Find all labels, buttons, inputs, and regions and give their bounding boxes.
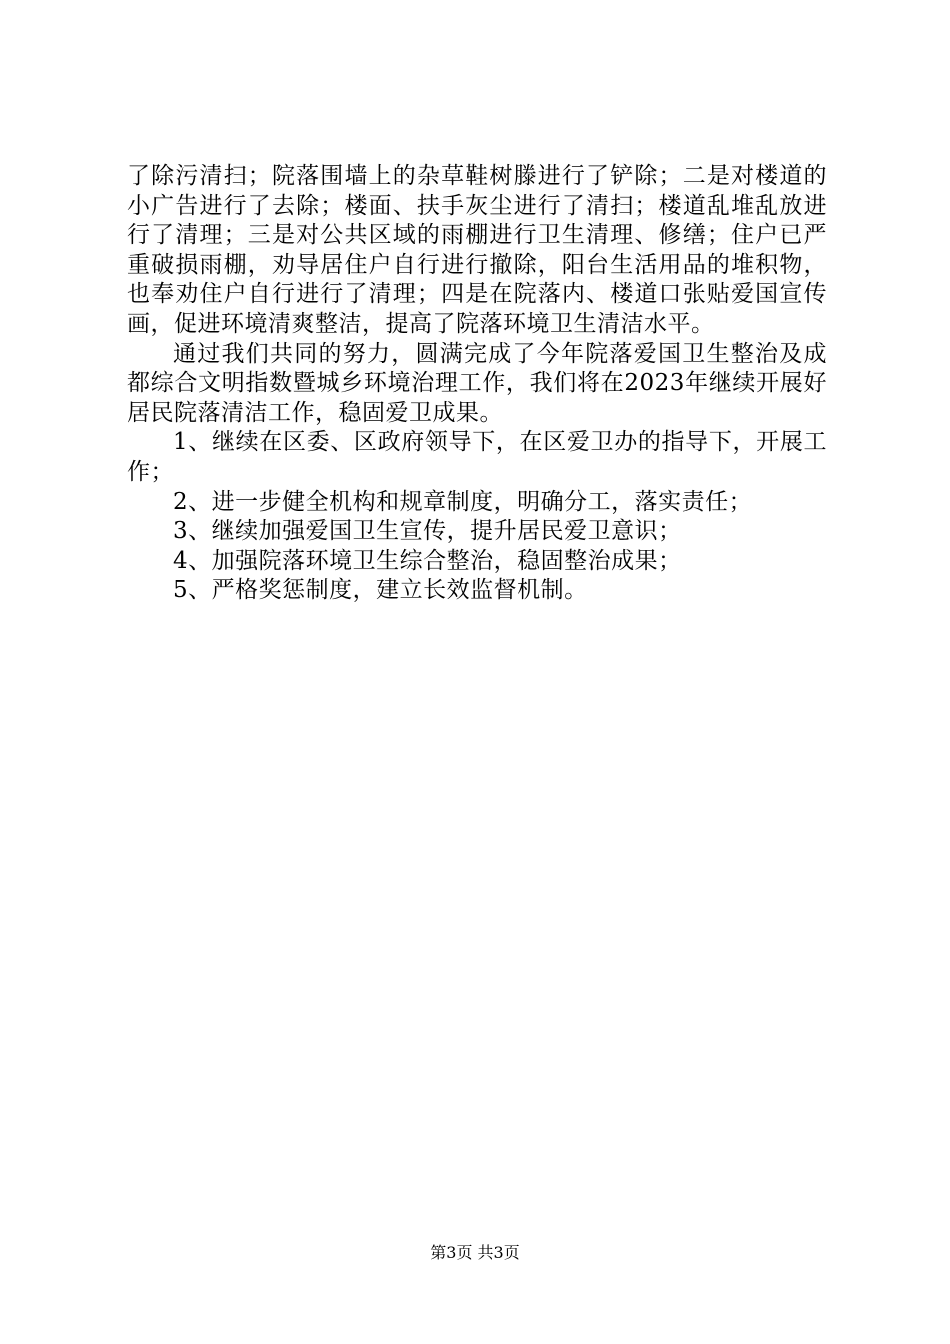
document-body xyxy=(127,162,827,606)
list-item-3: 3、继续加强爱国卫生宣传，提升居民爱卫意识； xyxy=(173,518,682,545)
list-item-5: 5、严格奖惩制度，建立长效监督机制。 xyxy=(173,577,588,604)
page-number: 第3页 共3页 xyxy=(430,1243,520,1262)
list-item-1: 1、继续在区委、区政府领导下，在区爱卫办的指导下，开展工作； xyxy=(127,429,827,485)
list-item-2: 2、进一步健全机构和规章制度，明确分工，落实责任； xyxy=(173,488,753,515)
page-footer xyxy=(0,1243,950,1263)
paragraph-summary: 通过我们共同的努力，圆满完成了今年院落爱国卫生整治及成都综合文明指数暨城乡环境治理工作，我们将在2023年继续开展好居民院落清洁工作，稳固爱卫成果。 xyxy=(127,340,827,426)
list-item-4: 4、加强院落环境卫生综合整治，稳固整治成果； xyxy=(173,547,682,574)
paragraph-continued: 了除污清扫；院落围墙上的杂草鞋树滕进行了铲除；二是对楼道的小广告进行了去除；楼面、扶手灰尘进行了清扫；楼道乱堆乱放进行了清理；三是对公共区域的雨棚进行卫生清理、修缮；住户已严重破损雨棚，劝导居住户自行进行撤除，阳台生活用品的堆积物，也奉劝住户自行进行了清理；四是在院落内、楼道口张贴爱国宣传画，促进环境清爽整洁，提高了院落环境卫生清洁水平。 xyxy=(127,163,827,337)
